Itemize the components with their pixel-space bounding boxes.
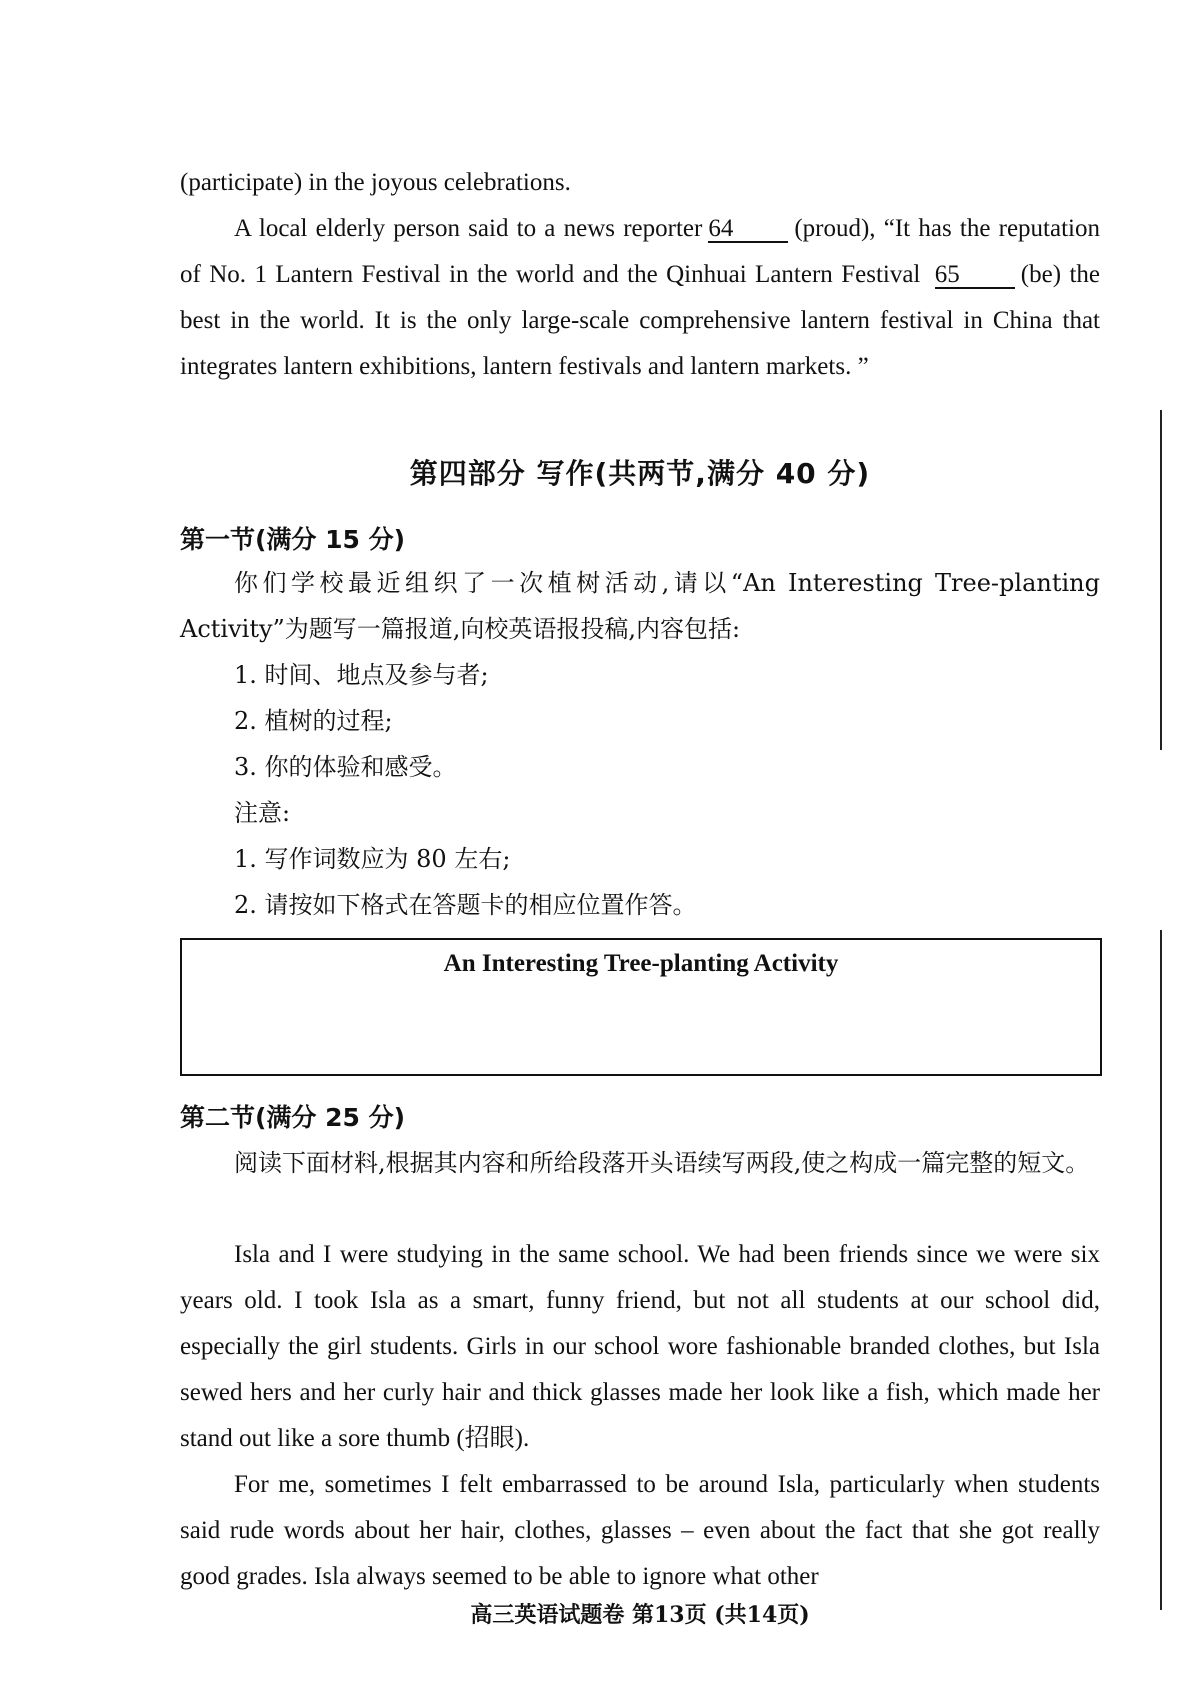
note-item: 2. 请按如下格式在答题卡的相应位置作答。 [234, 891, 697, 919]
requirement-item: 2. 植树的过程; [234, 707, 393, 735]
scan-edge-line [1160, 410, 1162, 750]
essay-format-box [180, 938, 1102, 1076]
page-footer: 高三英语试题卷 第13页 (共14页) [470, 1602, 810, 1628]
section1-body [180, 560, 1100, 928]
note-item: 1. 写作词数应为 80 左右; [234, 845, 511, 873]
blank-65: 65 [935, 263, 1015, 289]
passage-paragraph [180, 206, 1100, 390]
requirement-item: 1. 时间、地点及参与者; [234, 661, 489, 689]
essay-box-title: An Interesting Tree-planting Activity [443, 950, 839, 977]
continuation-passage [180, 1232, 1100, 1600]
section2-title: 第二节(满分 25 分) [180, 1103, 406, 1132]
grammar-passage [180, 160, 1100, 390]
requirement-item: 3. 你的体验和感受。 [234, 753, 457, 781]
section2-instruction-block [180, 1140, 1100, 1186]
passage-text: (proud), “It has the reputation of No. 1 Lantern Festival in the world and the Qinhuai Lantern Festival [180, 215, 1100, 288]
section2-instruction: 阅读下面材料,根据其内容和所给段落开头语续写两段,使之构成一篇完整的短文。 [234, 1149, 1090, 1177]
passage-paragraph: Isla and I were studying in the same school. We had been friends since we were six years old. I took Isla as a smart, funny friend, but not all students at our school did, especially the girl students. Girls in our school wore fashionable branded clothes, but Isla sewed hers and her curly hair and thick glasses made her look like a fish, which made her stand out like a sore thumb (招眼). [180, 1241, 1100, 1452]
blank-64: 64 [708, 217, 788, 243]
section1-title: 第一节(满分 15 分) [180, 525, 406, 554]
scan-edge-line [1160, 930, 1162, 1610]
passage-text: (be) the best in the world. It is the only large-scale comprehensive lantern festival in China that integrates lantern exhibitions, lantern festivals and lantern markets. ” [180, 261, 1100, 380]
passage-line: (participate) in the joyous celebrations. [180, 169, 571, 196]
passage-paragraph: For me, sometimes I felt embarrassed to be around Isla, particularly when students said rude words about her hair, clothes, glasses – even about the fact that she got really good grades. Isla always seemed to be able to ignore what other [180, 1471, 1100, 1590]
passage-text: A local elderly person said to a news reporter [234, 215, 703, 242]
part4-title: 第四部分 写作(共两节,满分 40 分) [409, 457, 871, 490]
section1-instruction: 你们学校最近组织了一次植树活动,请以“An Interesting Tree-planting Activity”为题写一篇报道,向校英语报投稿,内容包括: [180, 569, 1100, 643]
note-label: 注意: [234, 799, 291, 827]
